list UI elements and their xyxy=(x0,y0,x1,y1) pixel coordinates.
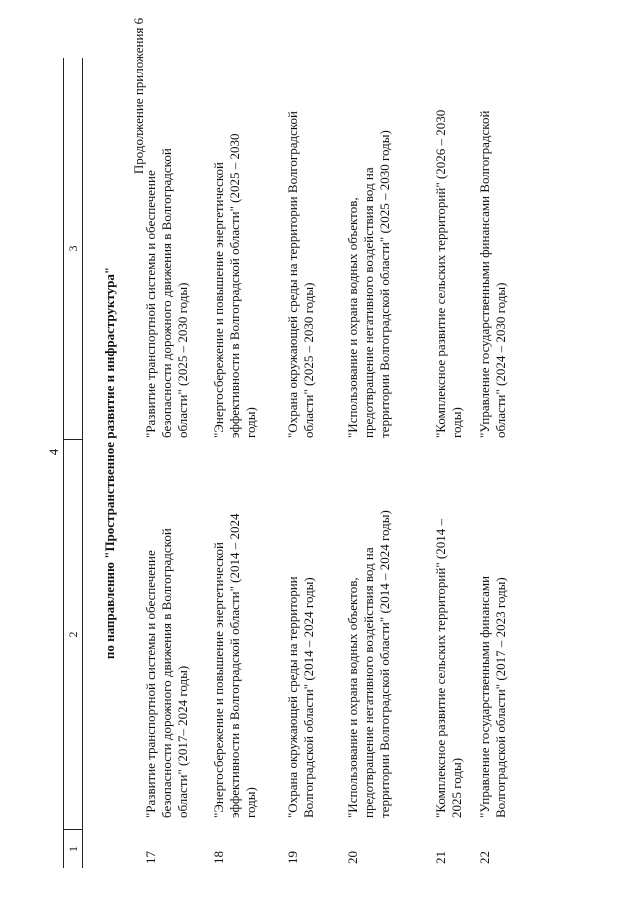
page-number: 4 xyxy=(46,448,61,456)
column-header-1: 1 xyxy=(66,846,80,852)
program-new: "Использование и охрана водных объектов, предотвращение негативного воздействия вод на территории Волгоградской области" (2025 – 2030 годы) xyxy=(345,130,392,438)
row-number: 20 xyxy=(345,851,360,864)
program-new: "Комплексное развитие сельских территорий" (2026 – 2030 годы) xyxy=(433,109,464,438)
column-divider xyxy=(64,439,82,440)
program-new: "Энергосбережение и повышение энергетической эффективности в Волгоградской области" (2025 – 2030 годы) xyxy=(211,133,258,438)
appendix-caption: Продолжение приложения 6 xyxy=(131,17,147,175)
program-new: "Управление государственными финансами Волгоградской области" (2024 – 2030 годы) xyxy=(477,110,508,438)
program-new: "Охрана окружающей среды на территории Волгоградской области" (2025 – 2030 годы) xyxy=(285,111,316,438)
row-number: 18 xyxy=(211,851,226,864)
column-header-3: 3 xyxy=(66,245,80,252)
program-old: "Управление государственными финансами Волгоградской области" (2017 – 2023 годы) xyxy=(477,575,508,818)
table-header xyxy=(63,58,83,868)
column-divider xyxy=(64,829,82,830)
row-number: 21 xyxy=(433,851,448,864)
program-old: "Развитие транспортной системы и обеспечение безопасности дорожного движения в Волгоградской области" (2017– 2024 годы) xyxy=(143,528,190,818)
row-number: 17 xyxy=(143,851,158,864)
program-old: "Комплексное развитие сельских территорий" (2014 – 2025 годы) xyxy=(433,519,464,818)
program-old: "Использование и охрана водных объектов, предотвращение негативного воздействия вод на территории Волгоградской области" (2014 – 2024 годы) xyxy=(345,510,392,818)
program-old: "Энергосбережение и повышение энергетической эффективности в Волгоградской области" (2014 – 2024 годы) xyxy=(211,513,258,818)
row-number: 19 xyxy=(285,851,300,864)
program-new: "Развитие транспортной системы и обеспечение безопасности дорожного движения в Волгоградской области" (2025 – 2030 годы) xyxy=(143,148,190,438)
section-title: по направлению "Пространственное развитие и инфраструктура" xyxy=(102,266,117,660)
column-header-2: 2 xyxy=(66,631,80,638)
row-number: 22 xyxy=(477,851,492,864)
program-old: "Охрана окружающей среды на территории Волгоградской области" (2014 – 2024 годы) xyxy=(285,576,316,818)
appendix-table xyxy=(63,58,523,868)
